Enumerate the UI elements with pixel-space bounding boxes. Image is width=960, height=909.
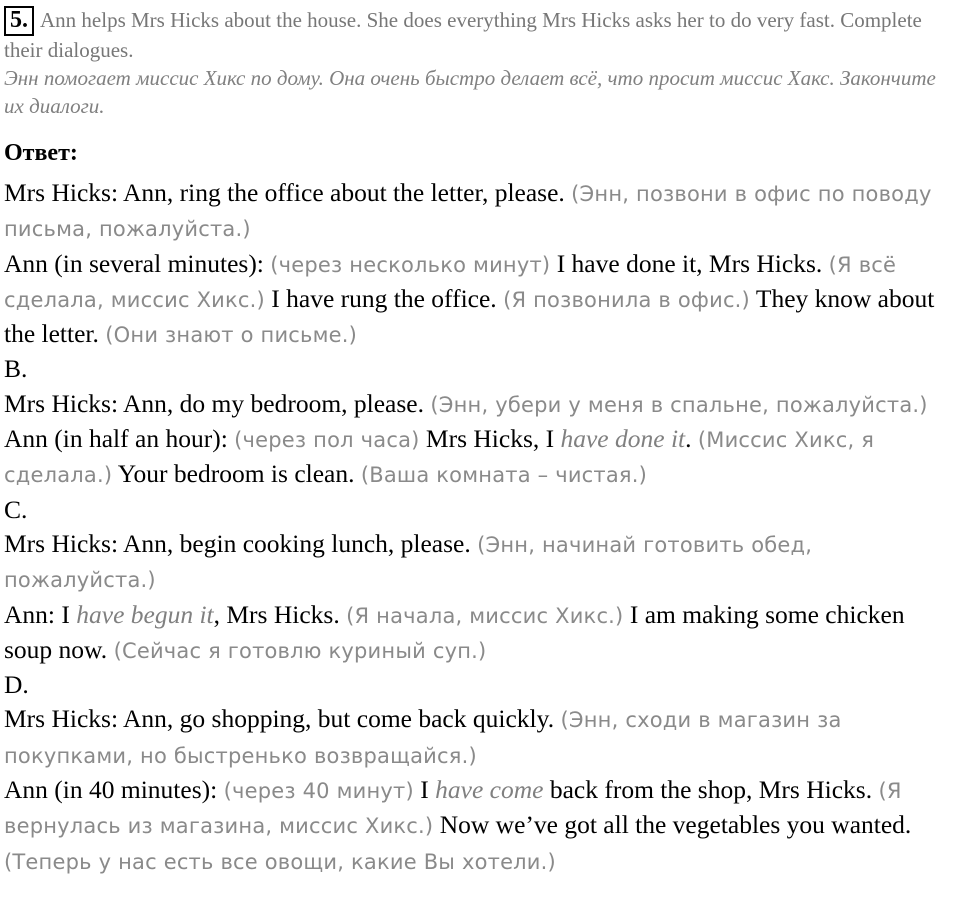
section-label-d: D. <box>4 670 29 700</box>
ru-translation: (Теперь у нас есть все овощи, какие Вы хотели.) <box>4 849 556 874</box>
dialogue-b-line-2 <box>4 422 956 493</box>
ru-translation: (Энн, начинай готовить обед, пожалуйста.) <box>4 532 813 593</box>
task-text-ru: Энн помогает миссис Хикс по дому. Она очень быстро делает всё, что просит миссис Хакс. Закончите их диалоги. <box>4 66 936 118</box>
ru-translation: (Я вернулась из магазина, миссис Хикс.) <box>4 779 902 839</box>
ru-translation: (Они знают о письме.) <box>105 323 358 348</box>
dialogue-b-line-1 <box>4 387 956 422</box>
en-text: . <box>685 424 692 454</box>
ru-translation: (Я начала, миссис Хикс.) <box>346 603 624 628</box>
task-number: 5. <box>4 6 34 36</box>
dialogue-d-line-2 <box>4 773 956 879</box>
answer-heading: Ответ: <box>4 140 78 166</box>
dialogue-c-line-2 <box>4 598 956 669</box>
en-text: Mrs Hicks, I <box>425 424 561 454</box>
ru-translation: (Энн, сходи в магазин за покупками, но быстренько возвращайся.) <box>4 708 842 768</box>
en-text: Mrs Hicks: Ann, ring the office about the letter, please. <box>4 178 565 207</box>
answer-verb: have done it <box>560 424 686 454</box>
ru-translation: (Я всё сделала, миссис Хикс.) <box>4 252 897 312</box>
ru-translation: (Энн, позвони в офис по поводу письма, пожалуйста.) <box>4 182 932 242</box>
ru-translation: (через 40 минут) <box>223 779 414 804</box>
en-text: I <box>420 775 436 805</box>
ru-translation: (через несколько минут) <box>270 252 551 277</box>
ru-translation: (Миссис Хикс, я сделала.) <box>4 428 875 488</box>
document <box>4 6 956 879</box>
en-text: Your bedroom is clean. <box>117 459 355 489</box>
section-label-b: B. <box>4 354 28 384</box>
en-text: Ann (in half an hour): <box>4 424 228 454</box>
en-text: They know about the letter. <box>4 283 935 349</box>
ru-translation: (через пол часа) <box>234 428 420 453</box>
answer-verb: have begun it <box>76 599 214 629</box>
task-text-en: Ann helps Mrs Hicks about the house. She does everything Mrs Hicks asks her to do very fast. Complete their dialogues. <box>4 8 922 62</box>
en-text: back from the shop, Mrs Hicks. <box>543 775 873 805</box>
en-text: I have done it, Mrs Hicks. <box>556 248 823 278</box>
en-text: Mrs Hicks: Ann, do my bedroom, please. <box>4 388 424 418</box>
en-text: Ann (in 40 minutes): <box>4 775 218 805</box>
en-text: Mrs Hicks: Ann, begin cooking lunch, please. <box>4 528 471 558</box>
en-text: , Mrs Hicks. <box>213 599 340 629</box>
answer-verb: have come <box>435 775 544 805</box>
dialogue-d-line-1 <box>4 702 956 773</box>
ru-translation: (Энн, убери у меня в спальне, пожалуйста.) <box>430 392 928 417</box>
dialogue-a-line-1 <box>4 176 956 247</box>
ru-translation: (Я позвонила в офис.) <box>503 287 750 312</box>
section-label-c: C. <box>4 494 28 524</box>
dialogue-a-line-2 <box>4 247 956 353</box>
en-text: I am making some chicken soup now. <box>4 599 905 664</box>
en-text: I have rung the office. <box>271 283 497 313</box>
en-text: Ann (in several minutes): <box>4 248 264 278</box>
en-text: Mrs Hicks: Ann, go shopping, but come back quickly. <box>4 704 555 734</box>
en-text: Now we’ve got all the vegetables you wanted. <box>439 810 912 840</box>
task-statement <box>4 6 956 64</box>
ru-translation: (Сейчас я готовлю куриный суп.) <box>113 638 487 663</box>
ru-translation: (Ваша комната – чистая.) <box>360 463 648 488</box>
en-text: Ann: I <box>4 599 77 629</box>
answer-body <box>4 176 956 879</box>
dialogue-c-line-1 <box>4 527 956 598</box>
